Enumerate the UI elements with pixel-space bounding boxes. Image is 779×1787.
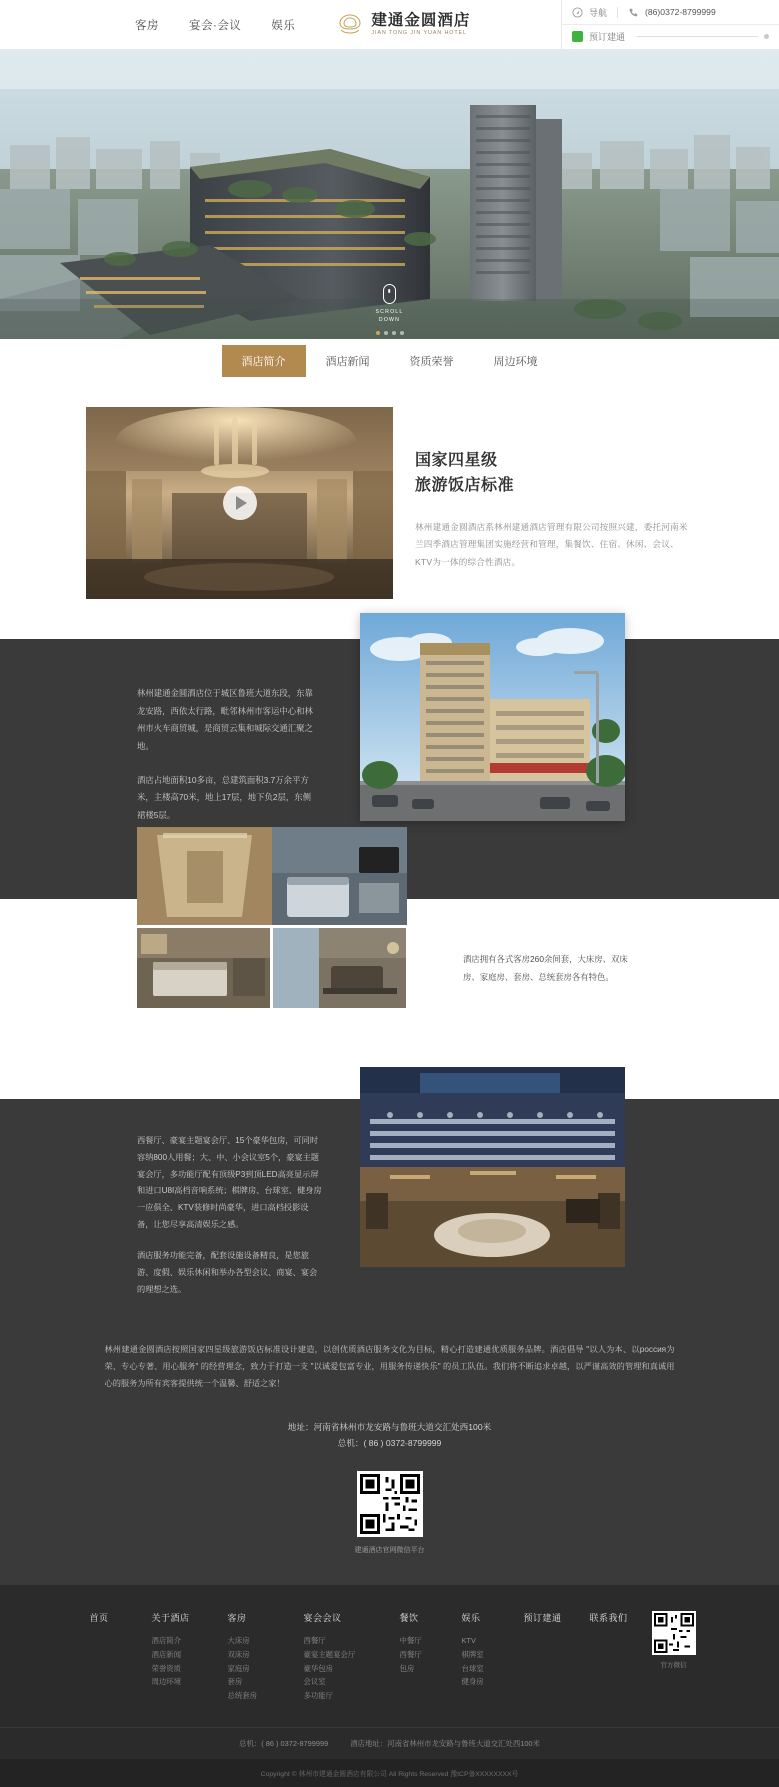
banquet-copy <box>137 1133 322 1298</box>
footer-link-gym[interactable]: 健身房 <box>461 1677 484 1687</box>
footer-link-suite[interactable]: 套房 <box>227 1677 243 1687</box>
footer-link-kingroom[interactable]: 大床房 <box>227 1636 250 1646</box>
scroll-down-cue[interactable] <box>376 284 404 325</box>
footer-link-surroundings[interactable]: 周边环境 <box>151 1677 182 1687</box>
site-footer <box>0 1585 779 1786</box>
wechat-qr-code <box>357 1471 423 1537</box>
nav-item-entertainment[interactable]: 娱乐 <box>271 19 296 32</box>
hero-dot-3[interactable] <box>392 331 396 335</box>
intro-title-line1: 国家四星级 <box>415 452 498 469</box>
footer-link-privatebox[interactable]: 包房 <box>399 1663 415 1673</box>
banquet-paragraph-1: 西餐厅、豪宴主题宴会厅、15个豪华包房，可同时容纳800人用餐；大、中、小会议室5个，豪宴主题宴会厅，多功能厅配有顶级P3到顶LED高亮显示屏和进口U8I高档音响系统；棋牌房、台球室、健身房一应俱全、KTV装修时尚豪华，进口高档投影设备，让您尽享高清娱乐之感。 <box>137 1136 322 1230</box>
footer-col-entertainment <box>462 1611 524 1689</box>
suite-living-room-photo <box>273 928 406 1008</box>
nav-item-banquet[interactable]: 宴会·会议 <box>189 19 242 32</box>
about-copy <box>137 685 317 824</box>
footer-col-booking <box>524 1611 590 1634</box>
summary-section <box>0 1295 779 1585</box>
scroll-label-line2: DOWN <box>378 317 401 324</box>
footer-link-meetingroom[interactable]: 会议室 <box>303 1677 326 1687</box>
rooms-photo-grid <box>137 827 407 1008</box>
footer-col-rooms <box>228 1611 304 1702</box>
banquet-hall-photos <box>360 1067 625 1267</box>
section-tabbar <box>0 339 779 383</box>
summary-tel: 总机：( 86 ) 0372-8799999 <box>337 1437 442 1448</box>
copyright-bar: Copyright © 林州市建通金圆酒店有限公司 All Rights Reserved 豫ICP备XXXXXXXX号 <box>0 1759 779 1787</box>
navigation-label: 导航 <box>589 7 608 18</box>
footer-link-familyroom[interactable]: 家庭房 <box>227 1663 250 1673</box>
tab-surroundings[interactable]: 周边环境 <box>493 356 538 368</box>
logo-title-en: JIAN TONG JIN YUAN HOTEL <box>371 30 467 37</box>
phone-icon <box>628 7 639 18</box>
header-phone-number[interactable]: (86)0372-8799999 <box>645 7 716 17</box>
summary-contact <box>0 1419 779 1452</box>
footer-heading-about[interactable]: 关于酒店 <box>151 1613 190 1624</box>
footer-heading-rooms[interactable]: 客房 <box>227 1613 247 1624</box>
footer-link-presidential[interactable]: 总统套房 <box>227 1691 258 1701</box>
footer-col-dining <box>400 1611 462 1675</box>
scroll-label-line1: SCROLL <box>375 309 404 316</box>
tab-hotel-intro[interactable]: 酒店简介 <box>222 345 306 377</box>
footer-contact-bar <box>0 1727 779 1759</box>
footer-link-chinese[interactable]: 中餐厅 <box>399 1636 422 1646</box>
mouse-scroll-icon <box>383 284 396 304</box>
corridor-and-room-photo <box>137 827 407 925</box>
intro-title <box>415 449 693 499</box>
footer-col-contact <box>590 1611 652 1634</box>
navigation-icon <box>572 7 583 18</box>
footer-link-chess[interactable]: 棋牌室 <box>461 1650 484 1659</box>
footer-link-contact[interactable]: 联系我们 <box>589 1613 628 1624</box>
site-logo[interactable] <box>335 0 470 49</box>
header-contact-top <box>562 1 779 25</box>
footer-qr-code <box>652 1611 696 1655</box>
nav-item-rooms[interactable]: 客房 <box>135 19 159 32</box>
footer-link-honors[interactable]: 荣誉资质 <box>151 1663 182 1673</box>
footer-columns <box>90 1611 690 1702</box>
site-header <box>0 0 779 49</box>
summary-address: 地址：河南省林州市龙安路与鲁班大道交汇处西100米 <box>287 1421 492 1432</box>
footer-link-banquethall[interactable]: 豪宴主题宴会厅 <box>303 1650 356 1659</box>
hero-banner <box>0 49 779 339</box>
logo-text <box>371 13 470 37</box>
footer-tel: 总机：( 86 ) 0372-8799999 <box>239 1738 329 1748</box>
footer-link-home[interactable]: 首页 <box>89 1613 109 1624</box>
footer-heading-entertainment[interactable]: 娱乐 <box>461 1613 481 1624</box>
play-button[interactable] <box>223 486 257 520</box>
tab-honors[interactable]: 资质荣誉 <box>409 356 454 368</box>
hero-dot-2[interactable] <box>384 331 388 335</box>
booking-label[interactable]: 预订建通 <box>589 32 626 42</box>
exterior-photo <box>360 613 625 821</box>
tab-hotel-news[interactable]: 酒店新闻 <box>325 356 370 368</box>
footer-link-vipbox[interactable]: 豪华包房 <box>303 1663 334 1673</box>
bedroom-photo <box>137 928 270 1008</box>
intro-title-line2: 旅游饭店标准 <box>415 476 515 494</box>
footer-link-multihall[interactable]: 多功能厅 <box>303 1691 334 1701</box>
footer-col-home <box>90 1611 152 1634</box>
footer-wechat-block <box>652 1611 696 1669</box>
footer-col-about <box>152 1611 228 1689</box>
footer-heading-dining[interactable]: 餐饮 <box>399 1613 419 1624</box>
hero-dot-1[interactable] <box>376 331 380 335</box>
intro-body: 林州建通金圆酒店系林州建通酒店管理有限公司按照兴建，委托河南米兰四季酒店管理集团实施经营和管理，集餐饮、住宿、休闲、会议、KTV为一体的综合性酒店。 <box>415 521 688 567</box>
divider-line <box>637 36 758 37</box>
hero-carousel-dots[interactable] <box>376 331 404 335</box>
banquet-paragraph-2: 酒店服务功能完备，配套设施设备精良，是您旅游、度假、娱乐休闲和举办各型会议、商宴、宴会的理想之选。 <box>137 1250 318 1294</box>
about-paragraph-2: 酒店占地面积10多亩，总建筑面积3.7万余平方米，主楼高70米，地上17层，地下负2层，东侧裙楼5层。 <box>137 774 312 820</box>
intro-copy <box>415 407 693 599</box>
footer-heading-banquet[interactable]: 宴会会议 <box>303 1613 342 1624</box>
decor-dot <box>764 34 769 39</box>
summary-paragraph: 林州建通金圆酒店按照国家四星级旅游饭店标准设计建造，以创优质酒店服务文化为目标，精心打造建通优质服务品牌。酒店倡导 "以人为本、以россия为荣、专心专著、用心服务" 的经营理念，致力于打造一支 "以诚爱包富专业，用服务传递快乐" 的员工队伍。我们将不断追求卓越，以严谨高效的管理和真诚用心的服务为所有宾客提供统一个温馨、舒适之家！ <box>104 1345 675 1389</box>
about-paragraph-1: 林州建通金圆酒店位于城区鲁班大道东段，东靠龙安路，西依太行路，毗邻林州市客运中心和林州市火车商贸城，是商贸云集和城际交通汇聚之地。 <box>137 688 313 751</box>
intro-section <box>0 383 779 639</box>
divider <box>617 7 618 18</box>
rooms-photo-row <box>137 928 407 1008</box>
wechat-icon <box>572 31 583 42</box>
footer-address: 酒店地址：河南省林州市龙安路与鲁班大道交汇处西100米 <box>350 1738 540 1748</box>
footer-link-intro[interactable]: 酒店简介 <box>151 1636 182 1646</box>
footer-link-billiards[interactable]: 台球室 <box>461 1663 484 1673</box>
footer-link-western[interactable]: 西餐厅 <box>399 1650 422 1659</box>
hotel-emblem-icon <box>335 12 365 38</box>
header-contact <box>561 0 779 49</box>
lobby-video-thumbnail[interactable] <box>86 407 393 599</box>
hero-dot-4[interactable] <box>400 331 404 335</box>
qr-caption: 建通酒店官网微信平台 <box>354 1547 425 1555</box>
footer-link-booking[interactable]: 预订建通 <box>523 1613 562 1624</box>
footer-link-news[interactable]: 酒店新闻 <box>151 1650 182 1659</box>
primary-nav <box>0 0 295 49</box>
rooms-copy: 酒店拥有各式客房260余间套，大床房、双床房、家庭房、套房、总统套房各有特色。 <box>463 954 628 982</box>
header-contact-bottom <box>562 25 779 49</box>
banquet-section <box>0 1099 779 1295</box>
footer-col-banquet <box>304 1611 400 1702</box>
footer-link-twinroom[interactable]: 双床房 <box>227 1650 250 1659</box>
footer-link-ktv[interactable]: KTV <box>461 1636 476 1646</box>
footer-qr-caption: 官方微信 <box>660 1662 687 1670</box>
logo-title-cn: 建通金圆酒店 <box>371 11 471 29</box>
footer-link-westrestaurant[interactable]: 西餐厅 <box>303 1636 326 1646</box>
